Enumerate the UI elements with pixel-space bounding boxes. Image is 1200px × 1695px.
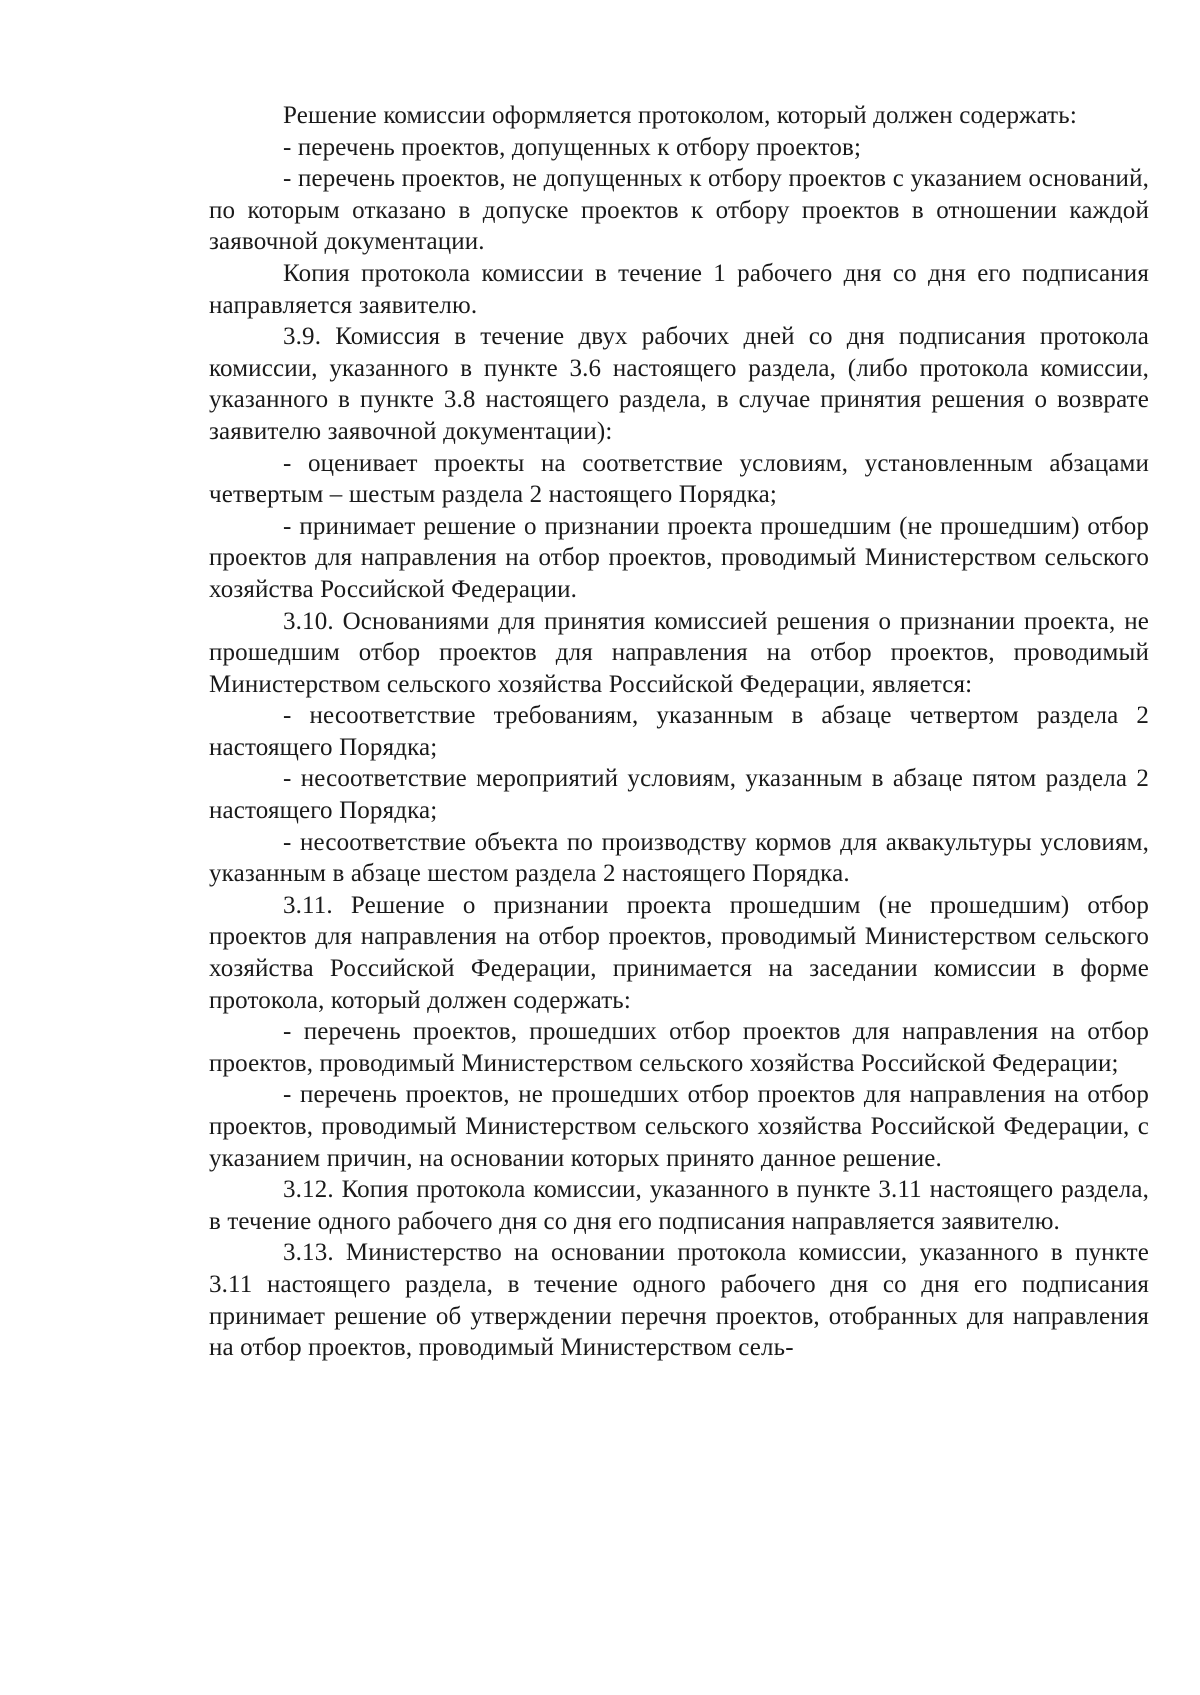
paragraph-decision-protocol: Решение комиссии оформляется протоколом, который должен содержать: [283, 102, 1077, 129]
document-body [209, 100, 1149, 1364]
paragraph-clause-3-11: 3.11. Решение о признании проекта прошедшим (не прошедшим) отбор проектов для направления на отбор проектов, проводимый Министерством сельского хозяйства Российской Федерации, принимается на заседании комиссии в форме протокола, который должен содержать: [209, 891, 1149, 1014]
list-item-noncompliance-requirements: - несоответствие требованиям, указанным в абзаце четвертом раздела 2 настоящего Порядка; [209, 702, 1149, 761]
list-item-admitted-projects: - перечень проектов, допущенных к отбору проектов; [283, 133, 862, 161]
list-item-failed-projects: - перечень проектов, не прошедших отбор проектов для направления на отбор проектов, проводимый Министерством сельского хозяйства Российской Федерации, с указанием причин, на основании которых принято данное решение. [209, 1081, 1149, 1172]
paragraph-clause-3-9: 3.9. Комиссия в течение двух рабочих дней со дня подписания протокола комиссии, указанного в пункте 3.6 настоящего раздела, (либо протокола комиссии, указанного в пункте 3.8 настоящего раздела, в случае принятия решения о возврате заявителю заявочной документации): [209, 323, 1149, 445]
paragraph-clause-3-12: 3.12. Копия протокола комиссии, указанного в пункте 3.11 настоящего раздела, в течение одного рабочего дня со дня его подписания направляется заявителю. [209, 1176, 1149, 1235]
paragraph-protocol-copy: Копия протокола комиссии в течение 1 рабочего дня со дня его подписания направляется заявителю. [209, 259, 1149, 319]
list-item-not-admitted-projects: - перечень проектов, не допущенных к отбору проектов с указанием оснований, по которым отказано в допуске проектов к отбору проектов в отношении каждой заявочной документации. [209, 165, 1149, 256]
list-item-noncompliance-measures: - несоответствие мероприятий условиям, указанным в абзаце пятом раздела 2 настоящего Порядка; [209, 765, 1149, 825]
list-item-evaluates-projects: - оценивает проекты на соответствие условиям, установленным абзацами четвертым – шестым раздела 2 настоящего Порядка; [209, 449, 1149, 509]
list-item-makes-decision: - принимает решение о признании проекта прошедшим (не прошедшим) отбор проектов для направления на отбор проектов, проводимый Министерством сельского хозяйства Российской Федерации. [209, 512, 1149, 603]
paragraph-clause-3-13: 3.13. Министерство на основании протокола комиссии, указанного в пункте 3.11 настоящего раздела, в течение одного рабочего дня со дня его подписания принимает решение об утверждении перечня проектов, отобранных для направления на отбор проектов, проводимый Министерством сель- [209, 1239, 1149, 1362]
paragraph-clause-3-10: 3.10. Основаниями для принятия комиссией решения о признании проекта, не прошедшим отбор проектов для направления на отбор проектов, проводимый Министерством сельского хозяйства Российской Федерации, является: [209, 607, 1149, 698]
list-item-noncompliance-object: - несоответствие объекта по производству кормов для аквакультуры условиям, указанным в абзаце шестом раздела 2 настоящего Порядка. [209, 828, 1149, 888]
list-item-passed-projects: - перечень проектов, прошедших отбор проектов для направления на отбор проектов, проводимый Министерством сельского хозяйства Российской Федерации; [209, 1018, 1149, 1077]
